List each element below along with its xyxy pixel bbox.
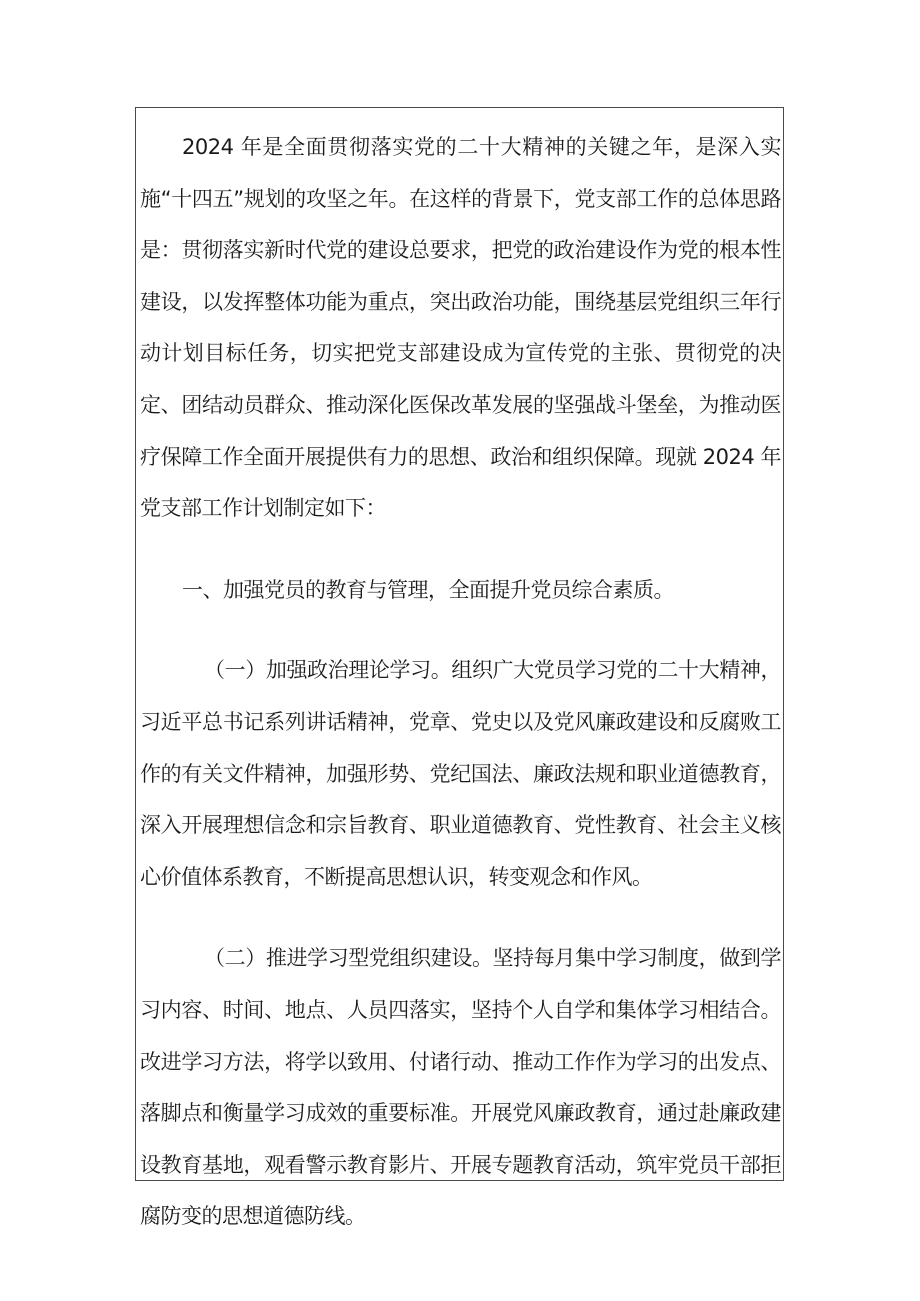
document-frame xyxy=(135,107,784,1229)
section-heading: 一、加强党员的教育与管理，全面提升党员综合素质。 xyxy=(182,577,674,602)
document-body xyxy=(140,122,781,1243)
intro-paragraph: 2024 年是全面贯彻落实党的二十大精神的关键之年，是深入实施“十四五”规划的攻坚之年。在这样的背景下，党支部工作的总体思路是：贯彻落实新时代党的建设总要求，把党的政治建设作为党的根本性建设，以发挥整体功能为重点，突出政治功能，围绕基层党组织三年行动计划目标任务，切实把党支部建设成为宣传党的主张、贯彻党的决定、团结动员群众、推动深化医保改革发展的坚强战斗堡垒，为推动医疗保障工作全面开展提供有力的思想、政治和组织保障。现就 2024 年党支部工作计划制定如下： xyxy=(140,135,781,521)
subsection-paragraph-2: （二）推进学习型党组织建设。坚持每月集中学习制度，做到学习内容、时间、地点、人员四落实，坚持个人自学和集体学习相结合。改进学习方法，将学以致用、付诸行动、推动工作作为学习的出发点、落脚点和衡量学习成效的重要标准。开展党风廉政教育，通过赴廉政建设教育基地，观看警示教育影片、开展专题教育活动，筑牢党员干部拒腐防变的思想道德防线。 xyxy=(140,946,781,1229)
subsection-paragraph-1: （一）加强政治理论学习。组织广大党员学习党的二十大精神，习近平总书记系列讲话精神，党章、党史以及党风廉政建设和反腐败工作的有关文件精神，加强形势、党纪国法、廉政法规和职业道德教育，深入开展理想信念和宗旨教育、职业道德教育、党性教育、社会主义核心价值体系教育，不断提高思想认识，转变观念和作风。 xyxy=(140,658,781,889)
